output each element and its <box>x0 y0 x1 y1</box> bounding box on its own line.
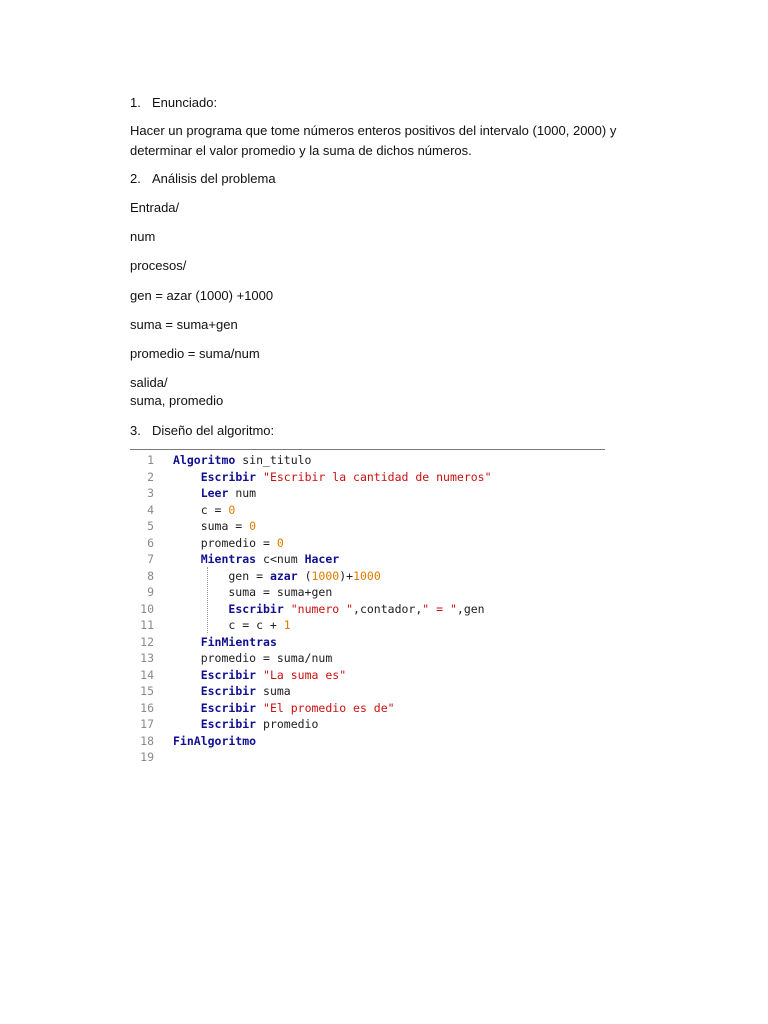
code-token: sin_titulo <box>235 453 312 467</box>
line-number: 18 <box>140 733 154 748</box>
line-number: 13 <box>140 651 154 665</box>
code-string: "Escribir la cantidad de numeros" <box>263 469 492 484</box>
line-number: 19 <box>140 750 154 761</box>
process-step-1: gen = azar (1000) +1000 <box>130 288 274 303</box>
section-3-title: Diseño del algoritmo: <box>152 423 275 438</box>
section-3-heading <box>130 421 274 440</box>
line-number: 9 <box>147 585 154 599</box>
line-number: 11 <box>140 618 154 632</box>
code-keyword: Escribir <box>200 700 257 715</box>
code-keyword: Escribir <box>200 667 257 682</box>
salida-value: suma, promedio <box>130 393 224 408</box>
problem-statement: Hacer un programa que tome números enteros positivos del intervalo (1000, 2000) y determinar el valor promedio y la suma de dichos números. <box>130 123 617 158</box>
code-token: ( <box>297 568 312 583</box>
code-text <box>173 551 339 568</box>
line-number: 4 <box>147 502 154 517</box>
code-number: 0 <box>228 502 236 517</box>
code-token: c = c + <box>173 618 284 632</box>
code-text <box>173 683 291 700</box>
code-keyword: Escribir <box>200 469 257 484</box>
code-keyword: FinAlgoritmo <box>173 733 257 748</box>
pseudocode-listing <box>130 451 605 761</box>
code-text <box>173 700 395 717</box>
code-top-divider <box>130 449 605 450</box>
line-number: 6 <box>147 535 154 550</box>
code-token <box>173 684 201 698</box>
code-string: " = " <box>422 601 457 616</box>
code-string: "numero " <box>290 601 354 616</box>
code-text <box>173 535 284 552</box>
code-keyword: Escribir <box>200 717 257 731</box>
line-number: 12 <box>140 634 154 649</box>
code-text <box>173 733 256 750</box>
code-token <box>173 701 201 715</box>
code-token <box>173 635 201 649</box>
code-text <box>173 601 485 618</box>
entrada-label: Entrada/ <box>130 200 180 215</box>
code-token: )+ <box>339 568 354 583</box>
procesos-label: procesos/ <box>130 258 187 273</box>
code-text <box>173 568 381 585</box>
code-token <box>256 470 263 484</box>
code-number: 1 <box>283 618 291 632</box>
code-token: num <box>228 486 257 500</box>
line-number: 3 <box>147 486 154 500</box>
code-text <box>173 617 291 634</box>
code-token: suma = <box>173 519 250 533</box>
line-number: 17 <box>140 717 154 731</box>
code-token: promedio = <box>173 535 277 550</box>
code-text <box>173 634 277 651</box>
section-1-number: 1. <box>130 95 141 110</box>
code-keyword: Escribir <box>228 601 284 616</box>
code-text <box>173 485 256 502</box>
code-keyword: Leer <box>200 486 229 500</box>
code-token: c<num <box>256 552 305 566</box>
code-token: ,contador, <box>353 601 423 616</box>
code-token <box>173 668 201 682</box>
code-text <box>173 584 332 601</box>
code-token: suma <box>256 684 291 698</box>
code-text <box>173 502 235 519</box>
code-number: 0 <box>276 535 284 550</box>
code-keyword: FinMientras <box>200 634 277 649</box>
section-3-number: 3. <box>130 423 141 438</box>
line-number: 14 <box>140 667 154 682</box>
line-number: 10 <box>140 601 154 616</box>
code-keyword: Mientras <box>200 552 257 566</box>
code-text <box>173 469 492 486</box>
code-token <box>173 602 228 616</box>
section-2-number: 2. <box>130 171 141 186</box>
code-keyword: Hacer <box>304 552 340 566</box>
code-token: c = <box>173 502 229 517</box>
code-token <box>284 602 291 616</box>
line-number: 8 <box>147 568 154 583</box>
code-string: "El promedio es de" <box>263 700 395 715</box>
code-string: "La suma es" <box>263 667 347 682</box>
code-token: ,gen <box>456 601 485 616</box>
line-number: 5 <box>147 519 154 533</box>
code-keyword: azar <box>269 568 298 583</box>
line-number: 16 <box>140 700 154 715</box>
code-token <box>173 486 201 500</box>
code-text <box>173 452 311 469</box>
process-step-2: suma = suma+gen <box>130 317 238 332</box>
line-number: 1 <box>147 453 154 467</box>
code-token <box>256 668 263 682</box>
code-number: 1000 <box>311 568 340 583</box>
code-text <box>173 650 332 667</box>
code-text <box>173 667 346 684</box>
code-number: 1000 <box>353 568 381 583</box>
section-1-heading <box>130 93 217 112</box>
section-2-heading <box>130 169 276 188</box>
code-token <box>173 552 201 566</box>
code-text <box>173 716 318 733</box>
code-keyword: Algoritmo <box>173 453 236 467</box>
code-token: gen = <box>173 568 270 583</box>
section-1-title: Enunciado: <box>152 95 218 110</box>
section-2-title: Análisis del problema <box>152 171 276 186</box>
code-text <box>173 518 256 535</box>
code-keyword: Escribir <box>200 684 257 698</box>
code-number: 0 <box>249 519 257 533</box>
code-token: promedio = suma/num <box>173 651 333 665</box>
code-token <box>173 717 201 731</box>
line-number: 15 <box>140 684 154 698</box>
entrada-value: num <box>130 229 156 244</box>
code-token: promedio <box>256 717 319 731</box>
line-number: 2 <box>147 469 154 484</box>
code-token <box>173 470 201 484</box>
process-step-3: promedio = suma/num <box>130 346 260 361</box>
salida-label: salida/ <box>130 375 168 390</box>
line-number: 7 <box>147 552 154 566</box>
code-token <box>256 701 263 715</box>
code-token: suma = suma+gen <box>173 585 333 599</box>
